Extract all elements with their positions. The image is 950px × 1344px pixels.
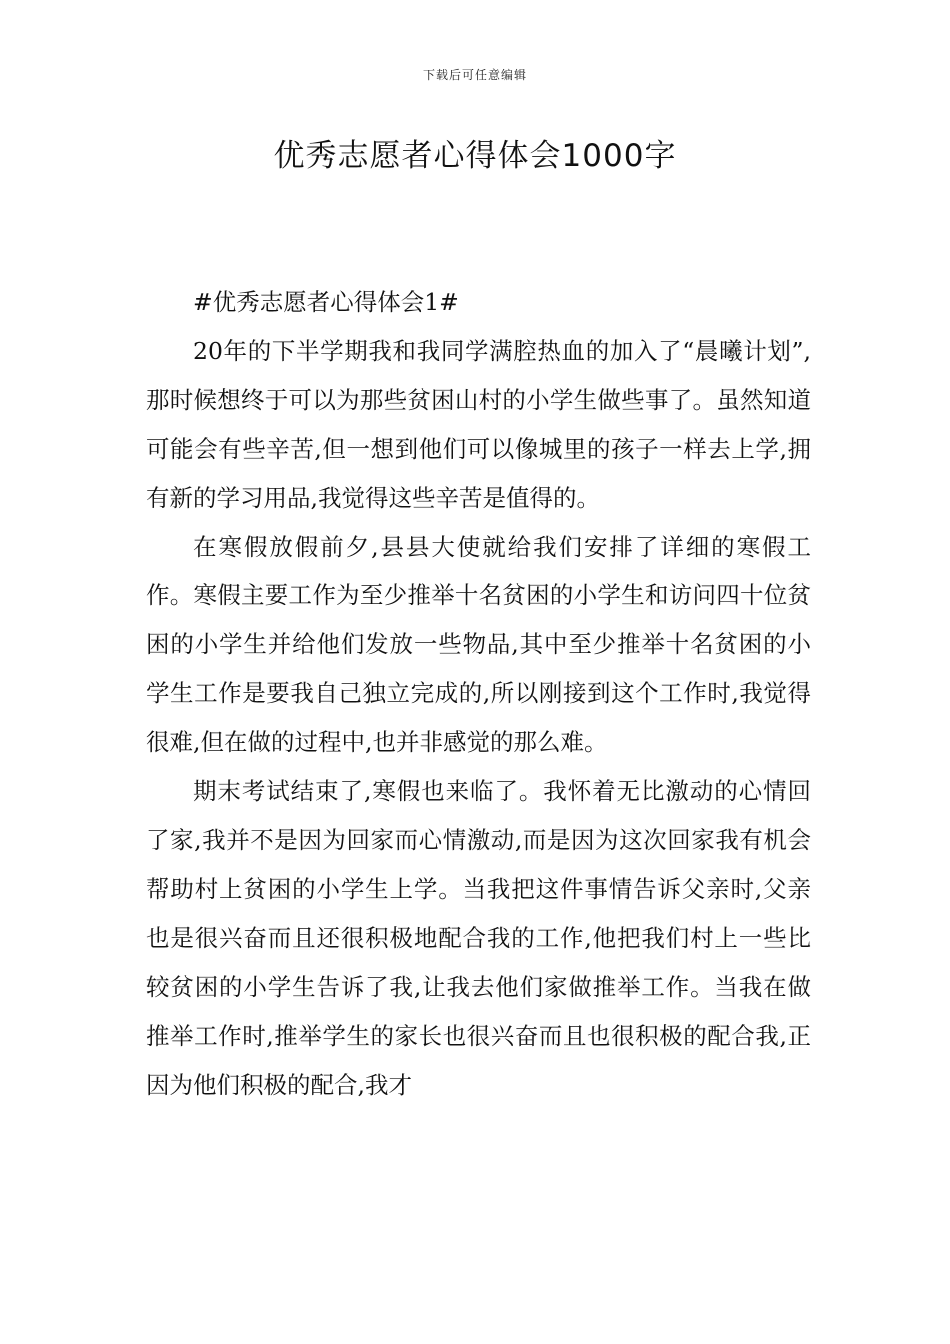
page-title: 优秀志愿者心得体会1000字 [273, 138, 677, 174]
paragraph-2: 在寒假放假前夕,县县大使就给我们安排了详细的寒假工作。寒假主要工作为至少推举十名贫困的小学生和访问四十位贫困的小学生并给他们发放一些物品,其中至少推举十名贫困的小学生工作是要我自己独立完成的,所以刚接到这个工作时,我觉得很难,但在做的过程中,也并非感觉的那么难。 [146, 532, 811, 757]
section-heading: #优秀志愿者心得体会1# [193, 288, 459, 316]
paragraph-1: 20年的下半学期我和我同学满腔热血的加入了“晨曦计划”,那时候想终于可以为那些贫困山村的小学生做些事了。虽然知道可能会有些辛苦,但一想到他们可以像城里的孩子一样去上学,拥有新的学习用品,我觉得这些辛苦是值得的。 [146, 336, 811, 512]
document-body [146, 278, 811, 1109]
paragraph-3: 期末考试结束了,寒假也来临了。我怀着无比激动的心情回了家,我并不是因为回家而心情激动,而是因为这次回家我有机会帮助村上贫困的小学生上学。当我把这件事情告诉父亲时,父亲也是很兴奋而且还很积极地配合我的工作,他把我们村上一些比较贫困的小学生告诉了我,让我去他们家做推举工作。当我在做推举工作时,推举学生的家长也很兴奋而且也很积极的配合我,正因为他们积极的配合,我才 [146, 777, 811, 1099]
header-note: 下载后可任意编辑 [422, 68, 527, 82]
